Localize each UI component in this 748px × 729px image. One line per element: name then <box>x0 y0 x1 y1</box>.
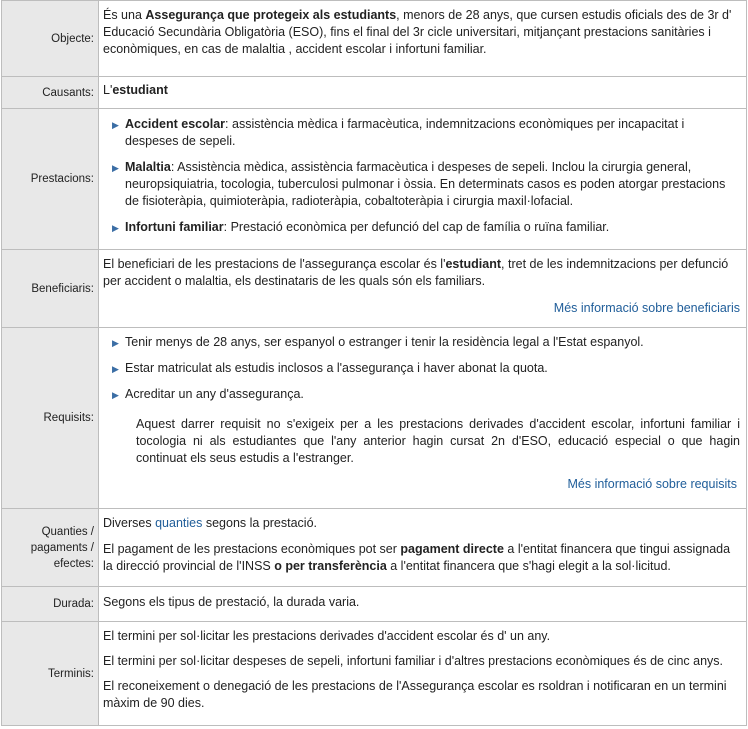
row-requisits <box>2 328 747 509</box>
value-prestacions <box>99 109 747 250</box>
requisits-note: Aquest darrer requisit no s'exigeix per a les prestacions derivades d'accident escolar, infortuni familiar i tocologia ni als estudiantes que l'any anterior hagin cursat 2n d'ESO, educació especial o que hagin continuat els seus estudis a l'estranger. <box>136 417 740 465</box>
label-causants: Causants: <box>2 77 99 109</box>
row-prestacions <box>2 109 747 250</box>
bullet-icon: ▶ <box>112 163 119 173</box>
bullet-icon: ▶ <box>112 364 119 374</box>
row-terminis <box>2 622 747 726</box>
requisits-list <box>103 334 740 403</box>
row-beneficiaris <box>2 250 747 328</box>
label-prestacions: Prestacions: <box>2 109 99 250</box>
inss-link[interactable]: INSS <box>241 559 271 573</box>
insurance-info-table <box>1 0 747 726</box>
label-beneficiaris: Beneficiaris: <box>2 250 99 328</box>
label-terminis: Terminis: <box>2 622 99 726</box>
value-terminis: El termini per sol·licitar les prestacions derivades d'accident escolar és d' un any. El termini per sol·licitar despeses de sepeli, infortuni familiar i d'altres prestacions econòmiques és de cinc anys. El reconeixement o denegació de les prestacions de l'Assegurança escolar es rsoldran i notificaran en un termini màxim de 90 dies. <box>99 622 747 726</box>
row-objecte <box>2 1 747 77</box>
label-quanties: Quanties / pagaments / efectes: <box>2 509 99 587</box>
value-requisits <box>99 328 747 509</box>
list-item: ▶ Acreditar un any d'assegurança. <box>125 386 740 403</box>
list-item: ▶ Estar matriculat als estudis inclosos a l'assegurança i haver abonat la quota. <box>125 360 740 377</box>
bullet-icon: ▶ <box>112 120 119 130</box>
list-item: ▶ Malaltia: Assistència mèdica, assistència farmacèutica i despeses de sepeli. Inclou la cirurgia general, neuropsiquiatria, tocologia, tuberculosi pulmonar i òssia. En determinats casos es poden atorgar prestacions de fisioteràpia, quimioteràpia, radioteràpia, cobaltoteràpia i cirurgia maxil·lofacial. <box>112 160 726 208</box>
bullet-icon: ▶ <box>112 223 119 233</box>
row-durada <box>2 587 747 622</box>
label-durada: Durada: <box>2 587 99 622</box>
requisits-more-link[interactable]: Més informació sobre requisits <box>567 477 737 491</box>
list-item: ▶ Tenir menys de 28 anys, ser espanyol o estranger i tenir la residència legal a l'Estat espanyol. <box>125 334 740 351</box>
value-causants: L'estudiant <box>99 77 747 109</box>
bullet-icon: ▶ <box>112 338 119 348</box>
row-causants <box>2 77 747 109</box>
label-requisits: Requisits: <box>2 328 99 509</box>
value-quanties: Diverses quanties segons la prestació. El pagament de les prestacions econòmiques pot ser pagament directe a l'entitat financera que tingui assignada la direcció provincial de l'INSS o per transferència a l'entitat financera que s'hagi elegit a la sol·licitud. <box>99 509 747 587</box>
bullet-icon: ▶ <box>112 390 119 400</box>
list-item: ▶ Infortuni familiar: Prestació econòmica per defunció del cap de família o ruïna familiar. <box>125 219 740 236</box>
row-quanties <box>2 509 747 587</box>
value-beneficiaris: El beneficiari de les prestacions de l'assegurança escolar és l'estudiant, tret de les indemnitzacions per defunció per accident o malaltia, els destinataris de les quals són els familiars. Més informació sobre beneficiaris <box>99 250 747 328</box>
list-item: ▶ Accident escolar: assistència mèdica i farmacèutica, indemnitzacions econòmiques per incapacitat i despeses de sepeli. <box>112 117 685 148</box>
label-objecte: Objecte: <box>2 1 99 77</box>
quanties-link[interactable]: quanties <box>155 516 203 530</box>
prestacions-list <box>103 116 740 236</box>
beneficiaris-more-link[interactable]: Més informació sobre beneficiaris <box>553 301 740 315</box>
value-durada: Segons els tipus de prestació, la durada varia. <box>99 587 747 622</box>
value-objecte: És una Assegurança que protegeix als estudiants, menors de 28 anys, que cursen estudis oficials des de 3r d' Educació Secundària Obligatòria (ESO), fins el final del 3r cicle universitari, mitjançant prestacions sanitàries i econòmiques, en cas de malaltia , accident escolar i infortuni familiar. <box>99 1 747 77</box>
